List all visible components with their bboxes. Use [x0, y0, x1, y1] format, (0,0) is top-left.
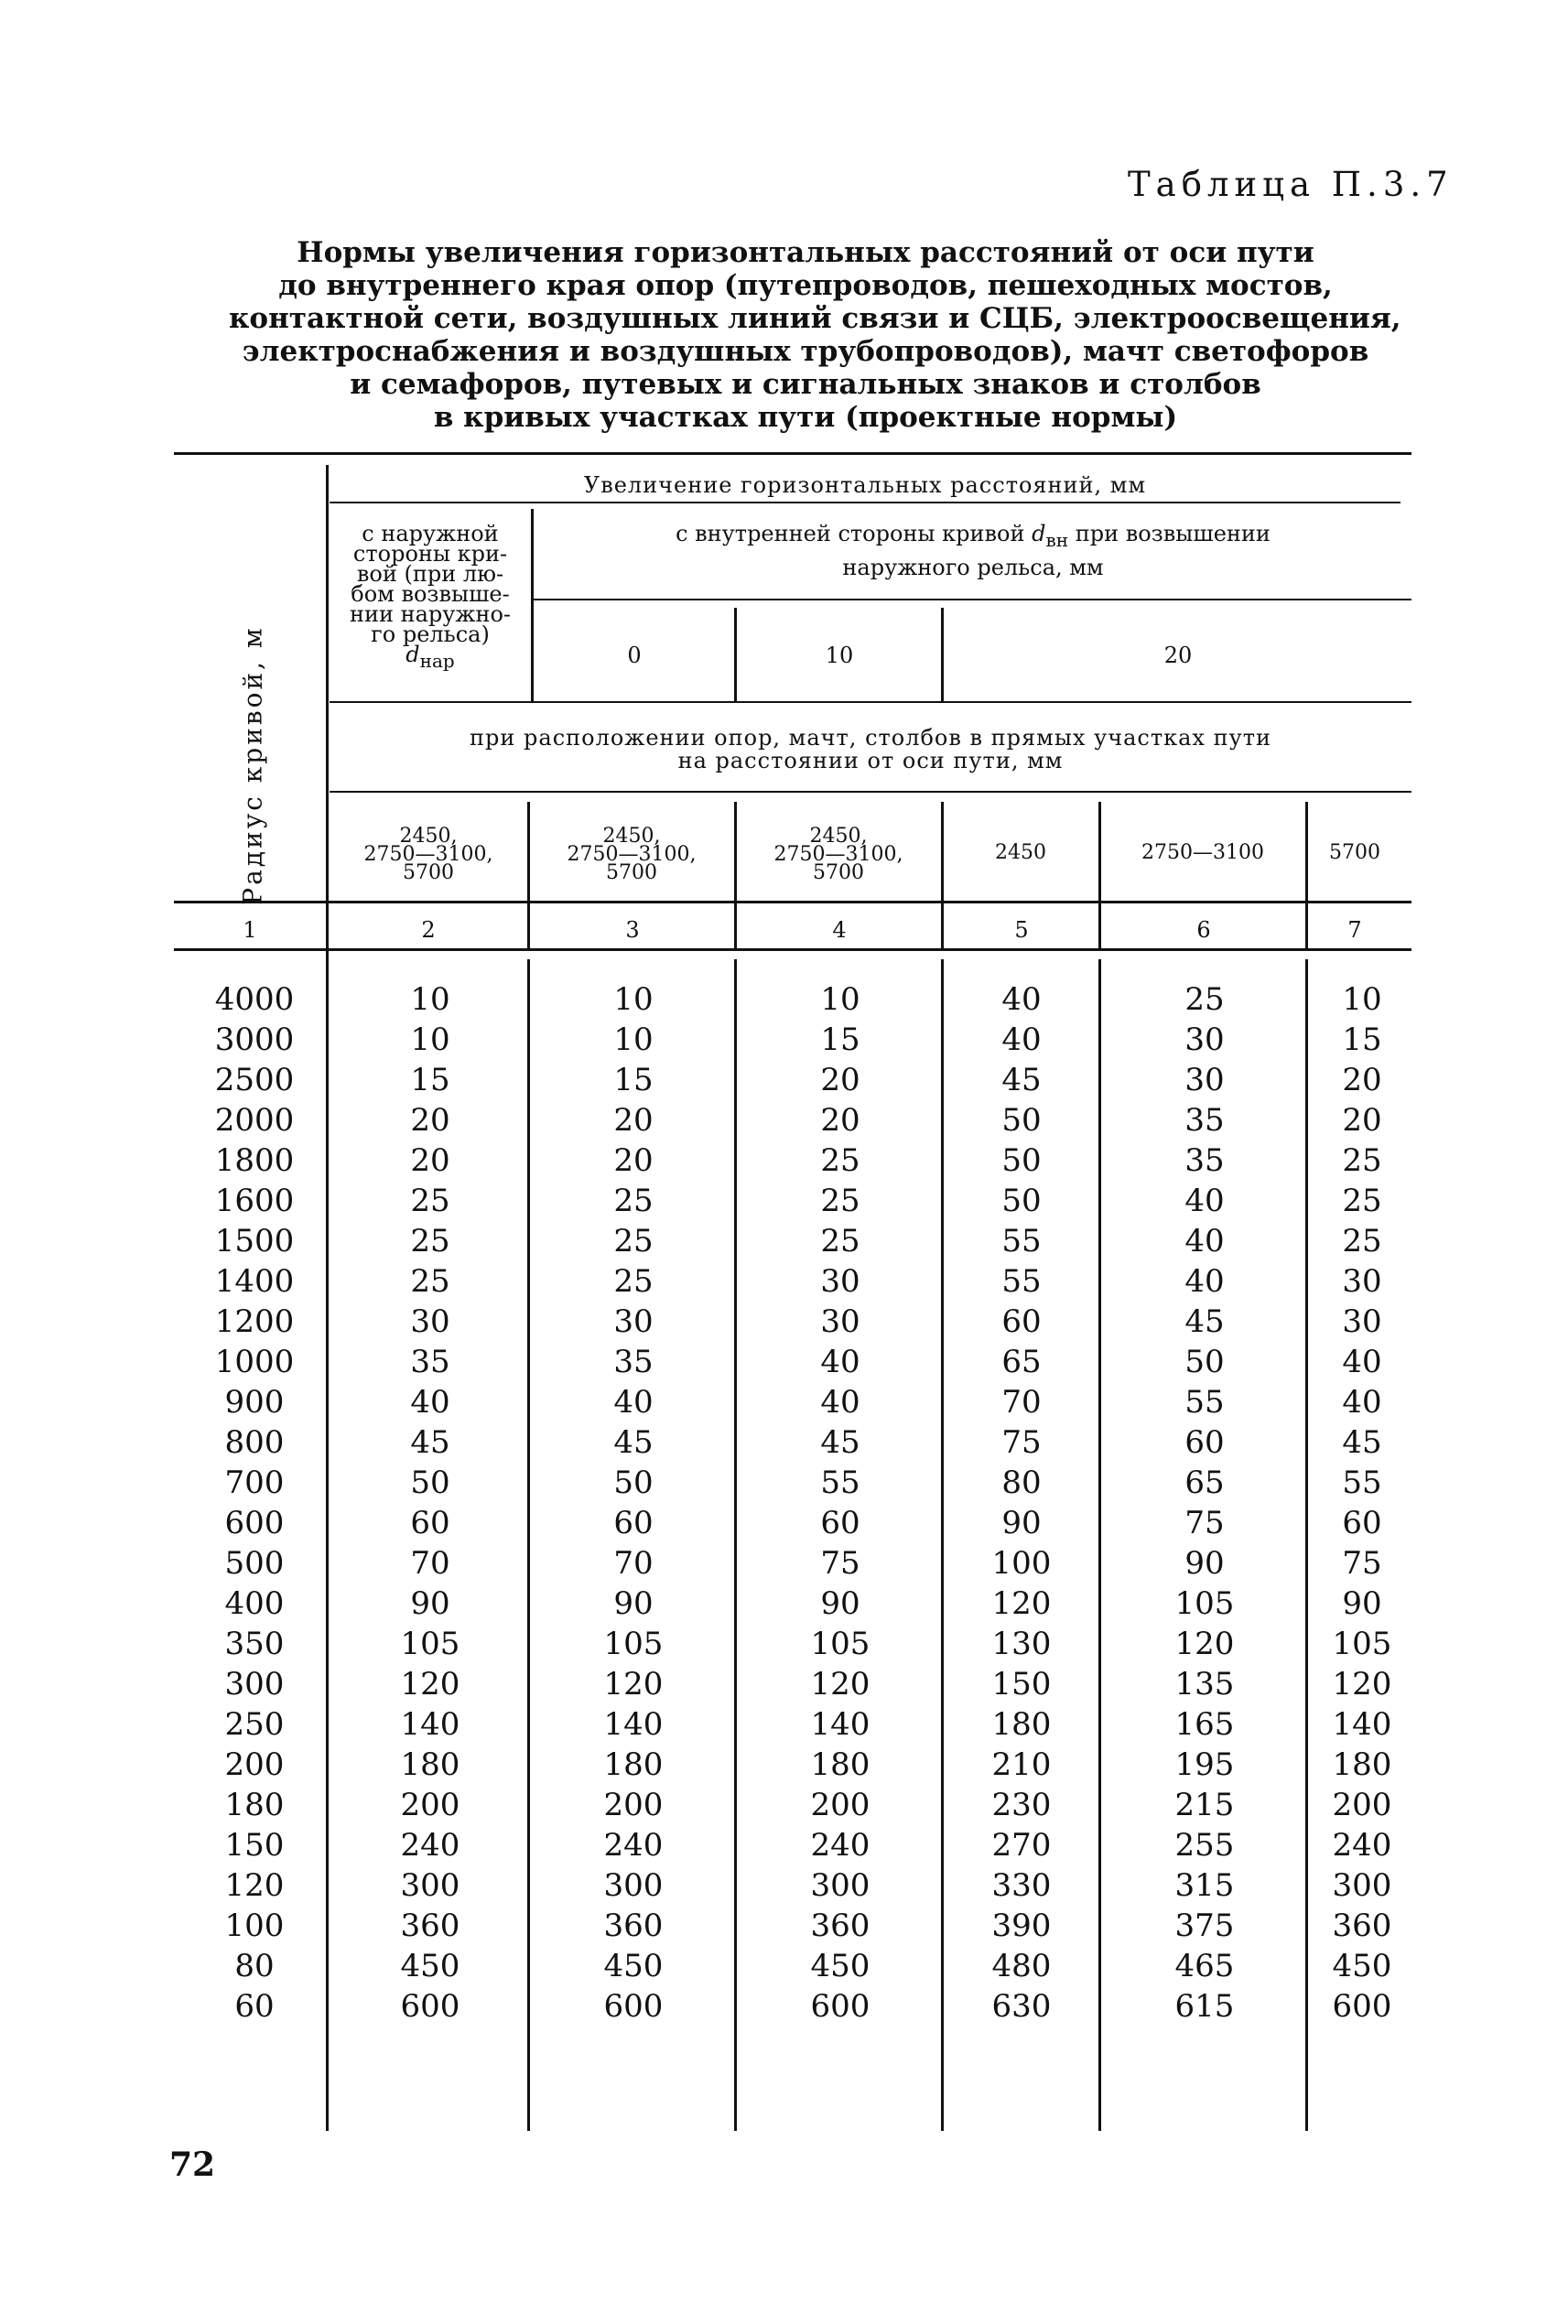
- value-cell: 25: [613, 1183, 654, 1219]
- value-cell: 60: [613, 1505, 654, 1541]
- radius-cell: 100: [224, 1908, 285, 1944]
- value-cell: 120: [810, 1666, 871, 1702]
- value-cell: 70: [1001, 1384, 1042, 1421]
- value-cell: 140: [810, 1706, 871, 1743]
- value-cell: 20: [613, 1102, 654, 1139]
- colnum-rule: [174, 948, 1411, 951]
- col-divider-4-5: [941, 802, 944, 948]
- value-cell: 165: [1174, 1706, 1235, 1743]
- radius-cell: 600: [224, 1505, 285, 1541]
- value-cell: 15: [1342, 1021, 1382, 1058]
- outer-side-header: с наружной стороны кри- вой (при лю- бом возвыше- нии наружно- го рельса) $d_{нар}$: [349, 521, 512, 672]
- value-cell: 40: [613, 1384, 654, 1421]
- value-cell: 120: [1174, 1626, 1235, 1662]
- value-cell: 200: [1332, 1787, 1392, 1823]
- value-cell: 90: [1184, 1545, 1225, 1582]
- value-cell: 240: [603, 1827, 664, 1864]
- value-cell: 40: [1001, 1021, 1042, 1058]
- value-cell: 40: [1342, 1344, 1382, 1380]
- value-cell: 50: [613, 1465, 654, 1501]
- value-cell: 200: [603, 1787, 664, 1823]
- title-line: и семафоров, путевых и сигнальных знаков и столбов: [350, 368, 1261, 401]
- value-cell: 105: [810, 1626, 871, 1662]
- radius-cell: 1600: [214, 1183, 295, 1219]
- radius-cell: 80: [234, 1948, 275, 1984]
- value-cell: 195: [1174, 1746, 1235, 1783]
- radius-cell: 400: [224, 1585, 285, 1622]
- value-cell: 140: [603, 1706, 664, 1743]
- value-cell: 40: [1342, 1384, 1382, 1421]
- radius-cell: 350: [224, 1626, 285, 1662]
- body-divider-3-4: [734, 959, 737, 2131]
- value-cell: 45: [1342, 1424, 1382, 1461]
- value-cell: 25: [410, 1223, 450, 1259]
- value-cell: 180: [991, 1706, 1052, 1743]
- value-cell: 130: [991, 1626, 1052, 1662]
- radius-cell: 150: [224, 1827, 285, 1864]
- value-cell: 270: [991, 1827, 1052, 1864]
- value-cell: 40: [1184, 1183, 1225, 1219]
- value-cell: 140: [1332, 1706, 1392, 1743]
- value-cell: 300: [1332, 1867, 1392, 1904]
- table-title: [229, 236, 1401, 434]
- value-cell: 375: [1174, 1908, 1235, 1944]
- value-cell: 20: [1342, 1102, 1382, 1139]
- value-cell: 25: [1184, 981, 1225, 1018]
- elev-bottom-rule: [330, 701, 1411, 703]
- value-cell: 10: [410, 981, 450, 1018]
- value-cell: 360: [810, 1908, 871, 1944]
- value-cell: 120: [603, 1666, 664, 1702]
- col-divider-5-6: [1098, 802, 1101, 948]
- value-cell: 15: [613, 1062, 654, 1098]
- distance-col-2: 2450, 2750—3100, 5700: [363, 825, 493, 884]
- location-header: при расположении опор, мачт, столбов в прямых участках пути на расстоянии от оси пути, мм: [470, 725, 1271, 773]
- radius-cell: 800: [224, 1424, 285, 1461]
- radius-cell: 700: [224, 1465, 285, 1501]
- value-cell: 180: [400, 1746, 460, 1783]
- radius-cell: 1400: [214, 1263, 295, 1300]
- radius-cell: 1200: [214, 1303, 295, 1340]
- value-cell: 15: [410, 1062, 450, 1098]
- value-cell: 35: [410, 1344, 450, 1380]
- column-number-1: 1: [243, 917, 257, 943]
- radius-cell: 250: [224, 1706, 285, 1743]
- value-cell: 10: [613, 981, 654, 1018]
- value-cell: 10: [613, 1021, 654, 1058]
- value-cell: 300: [400, 1867, 460, 1904]
- inner-rule: [533, 599, 1411, 600]
- value-cell: 315: [1174, 1867, 1235, 1904]
- value-cell: 230: [991, 1787, 1052, 1823]
- value-cell: 50: [1184, 1344, 1225, 1380]
- value-cell: 40: [1001, 981, 1042, 1018]
- body-divider-5-6: [1098, 959, 1101, 2131]
- value-cell: 90: [820, 1585, 860, 1622]
- value-cell: 330: [991, 1867, 1052, 1904]
- distance-col-6: 2750—3100: [1141, 841, 1264, 864]
- value-cell: 90: [1001, 1505, 1042, 1541]
- value-cell: 75: [1001, 1424, 1042, 1461]
- value-cell: 25: [820, 1142, 860, 1179]
- value-cell: 45: [410, 1424, 450, 1461]
- value-cell: 30: [1184, 1062, 1225, 1098]
- radius-divider: [326, 465, 329, 2131]
- title-line: контактной сети, воздушных линий связи и СЦБ, электроосвещения,: [229, 302, 1401, 335]
- value-cell: 200: [400, 1787, 460, 1823]
- col-divider-6-7: [1305, 802, 1308, 948]
- value-cell: 35: [1184, 1102, 1225, 1139]
- table-label: Таблица П.3.7: [1128, 165, 1454, 204]
- location-rule: [330, 791, 1411, 793]
- distance-col-5: 2450: [995, 841, 1046, 864]
- value-cell: 55: [820, 1465, 860, 1501]
- value-cell: 150: [991, 1666, 1052, 1702]
- value-cell: 120: [1332, 1666, 1392, 1702]
- value-cell: 240: [1332, 1827, 1392, 1864]
- value-cell: 30: [1342, 1263, 1382, 1300]
- value-cell: 40: [820, 1344, 860, 1380]
- value-cell: 140: [400, 1706, 460, 1743]
- radius-cell: 1500: [214, 1223, 295, 1259]
- value-cell: 60: [1184, 1424, 1225, 1461]
- value-cell: 25: [1342, 1223, 1382, 1259]
- value-cell: 40: [1184, 1223, 1225, 1259]
- value-cell: 70: [410, 1545, 450, 1582]
- value-cell: 390: [991, 1908, 1052, 1944]
- value-cell: 200: [810, 1787, 871, 1823]
- value-cell: 45: [1001, 1062, 1042, 1098]
- value-cell: 240: [400, 1827, 460, 1864]
- value-cell: 60: [820, 1505, 860, 1541]
- value-cell: 240: [810, 1827, 871, 1864]
- body-divider-6-7: [1305, 959, 1308, 2131]
- increase-rule: [330, 502, 1400, 503]
- value-cell: 75: [820, 1545, 860, 1582]
- value-cell: 450: [810, 1948, 871, 1984]
- value-cell: 55: [1001, 1223, 1042, 1259]
- value-cell: 300: [810, 1867, 871, 1904]
- value-cell: 55: [1342, 1465, 1382, 1501]
- radius-cell: 2000: [214, 1102, 295, 1139]
- value-cell: 90: [1342, 1585, 1382, 1622]
- table-top-rule: [174, 452, 1411, 455]
- value-cell: 30: [410, 1303, 450, 1340]
- radius-cell: 3000: [214, 1021, 295, 1058]
- value-cell: 120: [400, 1666, 460, 1702]
- value-cell: 210: [991, 1746, 1052, 1783]
- body-divider-2-3: [527, 959, 530, 2131]
- body-divider-4-5: [941, 959, 944, 2131]
- value-cell: 20: [410, 1102, 450, 1139]
- value-cell: 25: [613, 1223, 654, 1259]
- radius-cell: 200: [224, 1746, 285, 1783]
- value-cell: 105: [603, 1626, 664, 1662]
- header-bottom-rule: [174, 901, 1411, 903]
- title-line: электроснабжения и воздушных трубопроводов), мачт светофоров: [242, 335, 1369, 368]
- value-cell: 30: [820, 1303, 860, 1340]
- radius-header: Радиус кривой, м: [237, 625, 268, 905]
- column-number-3: 3: [625, 917, 640, 943]
- value-cell: 60: [1001, 1303, 1042, 1340]
- value-cell: 30: [1184, 1021, 1225, 1058]
- value-cell: 465: [1174, 1948, 1235, 1984]
- increase-header: Увеличение горизонтальных расстояний, мм: [583, 472, 1147, 498]
- title-line: до внутреннего края опор (путепроводов, пешеходных мостов,: [278, 269, 1333, 302]
- value-cell: 25: [410, 1183, 450, 1219]
- value-cell: 90: [410, 1585, 450, 1622]
- value-cell: 50: [1001, 1102, 1042, 1139]
- value-cell: 60: [410, 1505, 450, 1541]
- radius-cell: 300: [224, 1666, 285, 1702]
- value-cell: 180: [810, 1746, 871, 1783]
- value-cell: 615: [1174, 1988, 1235, 2025]
- value-cell: 15: [820, 1021, 860, 1058]
- value-cell: 215: [1174, 1787, 1235, 1823]
- value-cell: 75: [1184, 1505, 1225, 1541]
- radius-cell: 120: [224, 1867, 285, 1904]
- value-cell: 600: [603, 1988, 664, 2025]
- value-cell: 45: [1184, 1303, 1225, 1340]
- value-cell: 600: [400, 1988, 460, 2025]
- value-cell: 35: [1184, 1142, 1225, 1179]
- col-divider-3-4: [734, 802, 737, 948]
- column-number-5: 5: [1014, 917, 1029, 943]
- outer-divider: [531, 509, 534, 701]
- title-line: в кривых участках пути (проектные нормы): [433, 401, 1178, 434]
- elevation-10: 10: [825, 643, 854, 668]
- value-cell: 20: [613, 1142, 654, 1179]
- value-cell: 70: [613, 1545, 654, 1582]
- value-cell: 300: [603, 1867, 664, 1904]
- value-cell: 40: [410, 1384, 450, 1421]
- value-cell: 90: [613, 1585, 654, 1622]
- value-cell: 10: [820, 981, 860, 1018]
- column-number-7: 7: [1347, 917, 1362, 943]
- value-cell: 80: [1001, 1465, 1042, 1501]
- elevation-0: 0: [627, 643, 642, 668]
- distance-col-7: 5700: [1329, 841, 1380, 864]
- value-cell: 20: [820, 1102, 860, 1139]
- radius-cell: 2500: [214, 1062, 295, 1098]
- radius-cell: 1000: [214, 1344, 295, 1380]
- value-cell: 35: [613, 1344, 654, 1380]
- value-cell: 25: [410, 1263, 450, 1300]
- value-cell: 55: [1184, 1384, 1225, 1421]
- value-cell: 360: [400, 1908, 460, 1944]
- value-cell: 50: [1001, 1183, 1042, 1219]
- value-cell: 25: [1342, 1183, 1382, 1219]
- value-cell: 120: [991, 1585, 1052, 1622]
- value-cell: 25: [1342, 1142, 1382, 1179]
- value-cell: 65: [1001, 1344, 1042, 1380]
- value-cell: 105: [1332, 1626, 1392, 1662]
- value-cell: 75: [1342, 1545, 1382, 1582]
- value-cell: 105: [1174, 1585, 1235, 1622]
- value-cell: 60: [1342, 1505, 1382, 1541]
- value-cell: 360: [1332, 1908, 1392, 1944]
- value-cell: 480: [991, 1948, 1052, 1984]
- elev10-divider: [941, 608, 944, 701]
- value-cell: 40: [1184, 1263, 1225, 1300]
- elevation-20: 20: [1163, 643, 1193, 668]
- value-cell: 360: [603, 1908, 664, 1944]
- value-cell: 40: [820, 1384, 860, 1421]
- value-cell: 180: [1332, 1746, 1392, 1783]
- column-number-2: 2: [421, 917, 436, 943]
- value-cell: 450: [603, 1948, 664, 1984]
- value-cell: 30: [1342, 1303, 1382, 1340]
- page-number: 72: [169, 2146, 216, 2184]
- value-cell: 180: [603, 1746, 664, 1783]
- value-cell: 600: [810, 1988, 871, 2025]
- value-cell: 55: [1001, 1263, 1042, 1300]
- radius-cell: 4000: [214, 981, 295, 1018]
- distance-col-4: 2450, 2750—3100, 5700: [773, 825, 903, 884]
- value-cell: 630: [991, 1988, 1052, 2025]
- value-cell: 105: [400, 1626, 460, 1662]
- value-cell: 30: [613, 1303, 654, 1340]
- distance-col-3: 2450, 2750—3100, 5700: [567, 825, 697, 884]
- value-cell: 20: [410, 1142, 450, 1179]
- elev0-divider: [734, 608, 737, 701]
- radius-cell: 180: [224, 1787, 285, 1823]
- value-cell: 25: [820, 1183, 860, 1219]
- value-cell: 50: [1001, 1142, 1042, 1179]
- value-cell: 450: [1332, 1948, 1392, 1984]
- value-cell: 600: [1332, 1988, 1392, 2025]
- value-cell: 30: [820, 1263, 860, 1300]
- value-cell: 10: [1342, 981, 1382, 1018]
- title-line: Нормы увеличения горизонтальных расстояний от оси пути: [297, 236, 1314, 269]
- value-cell: 25: [613, 1263, 654, 1300]
- radius-cell: 60: [234, 1988, 275, 2025]
- value-cell: 450: [400, 1948, 460, 1984]
- value-cell: 25: [820, 1223, 860, 1259]
- value-cell: 20: [1342, 1062, 1382, 1098]
- value-cell: 100: [991, 1545, 1052, 1582]
- column-number-6: 6: [1196, 917, 1211, 943]
- value-cell: 20: [820, 1062, 860, 1098]
- radius-cell: 500: [224, 1545, 285, 1582]
- inner-side-header: с внутренней стороны кривой $d_{вн}$ при возвышении наружного рельса, мм: [676, 521, 1271, 580]
- value-cell: 255: [1174, 1827, 1235, 1864]
- col-divider-2-3: [527, 802, 530, 948]
- value-cell: 65: [1184, 1465, 1225, 1501]
- value-cell: 45: [613, 1424, 654, 1461]
- radius-cell: 900: [224, 1384, 285, 1421]
- column-number-4: 4: [832, 917, 847, 943]
- value-cell: 135: [1174, 1666, 1235, 1702]
- value-cell: 50: [410, 1465, 450, 1501]
- radius-cell: 1800: [214, 1142, 295, 1179]
- value-cell: 45: [820, 1424, 860, 1461]
- value-cell: 10: [410, 1021, 450, 1058]
